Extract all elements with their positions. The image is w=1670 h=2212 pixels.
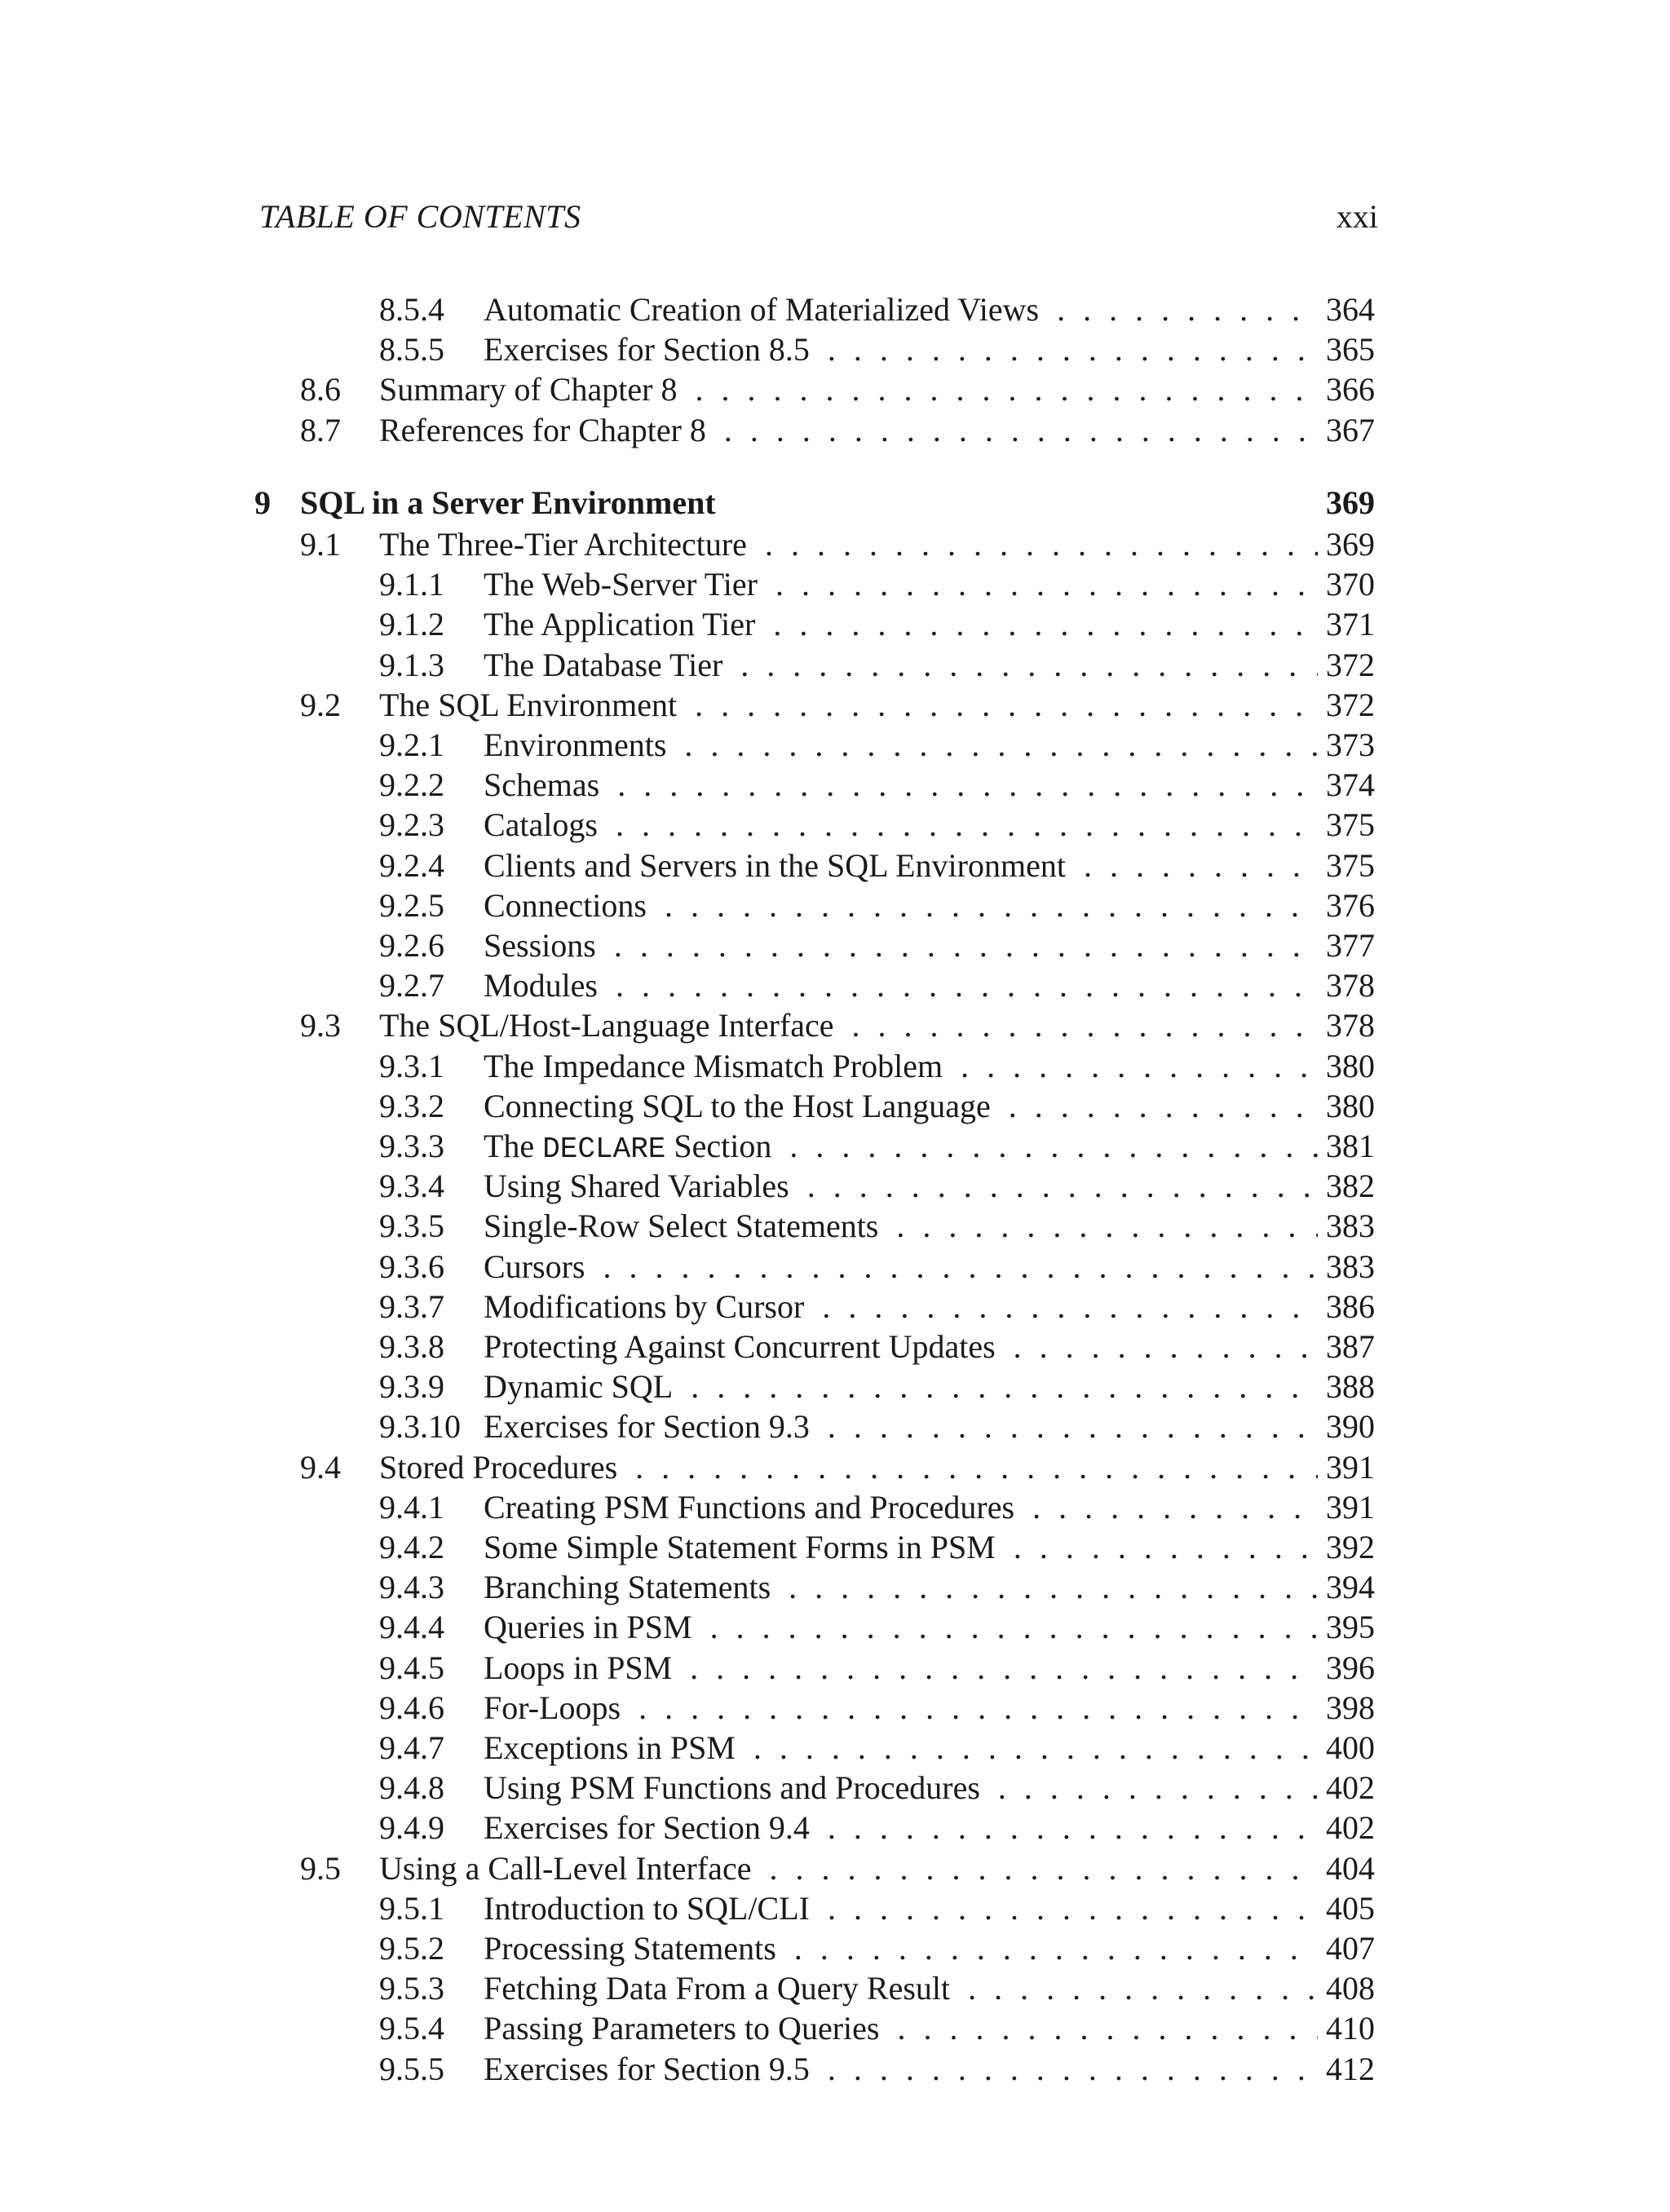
toc-entry-title: Schemas (484, 766, 604, 803)
toc-entry (0, 1287, 1670, 1327)
toc-entry-leader (484, 805, 1375, 845)
running-header-title: TABLE OF CONTENTS (259, 198, 581, 235)
toc-entry (0, 1888, 1670, 1928)
toc-entry-number: 9.3.3 (379, 1128, 444, 1164)
toc-entry-title: The SQL/Host-Language Interface (379, 1007, 839, 1044)
toc-entry-leader (484, 1247, 1375, 1287)
toc-entry-leader (379, 1848, 1375, 1888)
toc-entry-title: Environments (484, 726, 671, 763)
toc-entry-leader (484, 1366, 1375, 1406)
toc-entry (0, 1848, 1670, 1888)
toc-entry-number: 9 (254, 484, 271, 521)
toc-entry-page: 387 (1318, 1327, 1375, 1366)
toc-entry-page: 402 (1318, 1808, 1375, 1848)
toc-entry-number: 9.4.2 (379, 1529, 444, 1565)
toc-entry-page: 364 (1318, 289, 1375, 329)
toc-entry-number: 9.3.10 (379, 1408, 461, 1445)
toc-entry-leader (484, 1688, 1375, 1728)
toc-entry-page: 392 (1318, 1527, 1375, 1567)
toc-entry (0, 1567, 1670, 1607)
toc-entry-number: 9.2.1 (379, 726, 444, 763)
toc-entry-page: 378 (1318, 965, 1375, 1005)
toc-entry-leader (379, 1447, 1375, 1487)
toc-entry-leader (484, 1166, 1375, 1206)
toc-entry-title: The Impedance Mismatch Problem (484, 1048, 948, 1084)
toc-entry-title: Stored Procedures (379, 1449, 622, 1486)
toc-entry-leader (484, 1808, 1375, 1848)
toc-entry-number: 9.3.7 (379, 1288, 444, 1325)
toc-entry (0, 1247, 1670, 1287)
toc-entry-page: 367 (1318, 410, 1375, 450)
toc-entry-leader (484, 925, 1375, 965)
toc-entry-number: 8.5.4 (379, 291, 444, 328)
toc-entry-number: 9.2 (300, 687, 341, 723)
toc-entry-title: Using PSM Functions and Procedures (484, 1769, 985, 1806)
toc-entry-leader (484, 1968, 1375, 2008)
toc-entry-leader (484, 1406, 1375, 1446)
toc-entry-page: 376 (1318, 885, 1375, 925)
toc-entry-leader (484, 725, 1375, 765)
toc-entry-leader (484, 604, 1375, 644)
toc-entry-page: 398 (1318, 1688, 1375, 1728)
page-number: xxi (1336, 198, 1378, 235)
toc-entry-title (484, 1128, 776, 1164)
toc-entry-title: Using a Call-Level Interface (379, 1850, 756, 1887)
toc-entry-number: 9.2.7 (379, 967, 444, 1004)
toc-entry-page: 380 (1318, 1046, 1375, 1086)
toc-entry-title: Catalogs (484, 806, 603, 843)
toc-entry-title: Loops in PSM (484, 1649, 677, 1686)
toc-entry (0, 925, 1670, 965)
toc-entry-leader (484, 1928, 1375, 1968)
toc-entry-number: 9.1.2 (379, 606, 444, 642)
toc-entry-title: The SQL Environment (379, 687, 682, 723)
toc-entry-page: 405 (1318, 1888, 1375, 1928)
toc-entry-number: 9.5.3 (379, 1970, 444, 2007)
toc-entry-leader (484, 2008, 1375, 2048)
toc-entry (0, 604, 1670, 644)
toc-entry-leader (484, 1206, 1375, 1246)
toc-entry-title: Creating PSM Functions and Procedures (484, 1489, 1019, 1525)
toc-entry (0, 1527, 1670, 1567)
toc-entry-leader (484, 885, 1375, 925)
toc-entry-title: Single-Row Select Statements (484, 1208, 883, 1244)
toc-entry (0, 1728, 1670, 1768)
toc-entry-page: 382 (1318, 1166, 1375, 1206)
toc-entry (0, 1808, 1670, 1848)
toc-entry-leader (484, 645, 1375, 685)
toc-entry-title: Protecting Against Concurrent Updates (484, 1328, 1001, 1365)
toc-entry-page: 371 (1318, 604, 1375, 644)
toc-entry (0, 1327, 1670, 1366)
toc-entry (0, 564, 1670, 604)
toc-entry-page: 412 (1318, 2049, 1375, 2089)
toc-entry-title: Queries in PSM (484, 1609, 697, 1645)
toc-entry (0, 765, 1670, 805)
toc-entry-page: 396 (1318, 1648, 1375, 1688)
toc-entry-title: Clients and Servers in the SQL Environment (484, 847, 1071, 884)
toc-entry-leader (379, 524, 1375, 564)
toc-entry-leader (484, 1327, 1375, 1366)
toc-entry-title: Modifications by Cursor (484, 1288, 809, 1325)
toc-entry (0, 1366, 1670, 1406)
toc-entry (0, 410, 1670, 450)
toc-entry-number: 9.1 (300, 526, 341, 563)
toc-entry (0, 2008, 1670, 2048)
toc-entry (0, 805, 1670, 845)
toc-entry (0, 369, 1670, 409)
toc-entry-number: 9.2.4 (379, 847, 444, 884)
toc-entry-number: 9.1.1 (379, 566, 444, 603)
toc-entry (0, 846, 1670, 885)
toc-entry (0, 1607, 1670, 1647)
toc-entry-page: 378 (1318, 1005, 1375, 1045)
toc-entry (0, 885, 1670, 925)
toc-entry-leader (484, 965, 1375, 1005)
toc-entry (0, 2049, 1670, 2089)
toc-entry-number: 9.5.4 (379, 2010, 444, 2046)
toc-entry-number: 8.7 (300, 412, 341, 448)
toc-entry-title: Exercises for Section 9.3 (484, 1408, 815, 1445)
toc-entry (0, 965, 1670, 1005)
toc-entry-page: 395 (1318, 1607, 1375, 1647)
toc-entry (0, 329, 1670, 369)
toc-entry-number: 9.3.2 (379, 1088, 444, 1124)
toc-entry-title: Passing Parameters to Queries (484, 2010, 884, 2046)
toc-entry-number: 8.5.5 (379, 331, 444, 368)
toc-entry (0, 524, 1670, 564)
toc-entry-number: 8.6 (300, 371, 341, 408)
toc-entry-leader (484, 1046, 1375, 1086)
toc-entry (0, 1487, 1670, 1527)
toc-entry-number: 9.3.1 (379, 1048, 444, 1084)
toc-entry-number: 9.3.5 (379, 1208, 444, 1244)
toc-entry (0, 1126, 1670, 1166)
toc-entry-page: 408 (1318, 1968, 1375, 2008)
toc-entry (0, 1968, 1670, 2008)
toc-entry-title: Connections (484, 887, 652, 924)
toc-entry-title: Summary of Chapter 8 (379, 371, 683, 408)
toc-entry-leader (484, 765, 1375, 805)
toc-entry-page: 369 (1318, 524, 1375, 564)
toc-entry-page: 370 (1318, 564, 1375, 604)
toc-entry (0, 1928, 1670, 1968)
toc-entry-number: 9.4.6 (379, 1689, 444, 1726)
toc-entry (0, 1648, 1670, 1688)
toc-entry-leader (379, 685, 1375, 725)
toc-entry-page: 407 (1318, 1928, 1375, 1968)
toc-entry-leader (484, 1768, 1375, 1808)
toc-entry-title: References for Chapter 8 (379, 412, 711, 448)
toc-entry (0, 1046, 1670, 1086)
toc-entry-title: The Web-Server Tier (484, 566, 762, 603)
toc-entry-page: 383 (1318, 1206, 1375, 1246)
toc-entry-number: 9.4.4 (379, 1609, 444, 1645)
toc-entry (0, 685, 1670, 725)
toc-entry-number: 9.3.8 (379, 1328, 444, 1365)
toc-entry (0, 1406, 1670, 1446)
toc-entry-title: Automatic Creation of Materialized Views (484, 291, 1044, 328)
running-header (259, 197, 1378, 238)
toc-entry (0, 725, 1670, 765)
toc-entry-number: 9.4.5 (379, 1649, 444, 1686)
toc-entry-title: Fetching Data From a Query Result (484, 1970, 955, 2007)
toc-entry-title: Exercises for Section 8.5 (484, 331, 815, 368)
toc-entry-leader (379, 1005, 1375, 1045)
toc-entry-page: 374 (1318, 765, 1375, 805)
toc-entry-number: 9.4.7 (379, 1729, 444, 1766)
toc-entry-title: Connecting SQL to the Host Language (484, 1088, 996, 1124)
toc-entry-number: 9.2.6 (379, 927, 444, 964)
toc-entry-number: 9.4.9 (379, 1809, 444, 1846)
toc-entry-number: 9.2.5 (379, 887, 444, 924)
toc-entry-number: 9.2.2 (379, 766, 444, 803)
toc-entry (0, 289, 1670, 329)
toc-entry-title: Some Simple Statement Forms in PSM (484, 1529, 1001, 1565)
toc-entry-title: The Three-Tier Architecture (379, 526, 752, 563)
toc-entry-number: 9.2.3 (379, 806, 444, 843)
toc-entry-leader (300, 483, 1375, 523)
toc-entry-page: 377 (1318, 925, 1375, 965)
toc-entry-leader (484, 1527, 1375, 1567)
toc-entry-number: 9.3.4 (379, 1168, 444, 1204)
toc-entry-leader (484, 1567, 1375, 1607)
toc-entry-title: Introduction to SQL/CLI (484, 1890, 815, 1927)
toc-entry-leader (484, 1648, 1375, 1688)
toc-entry-leader (484, 329, 1375, 369)
toc-entry-number: 9.4 (300, 1449, 341, 1486)
toc-entry-page: 402 (1318, 1768, 1375, 1808)
toc-chapter-entry (0, 483, 1670, 523)
toc-entry-title: Modules (484, 967, 603, 1004)
toc-entry-leader (484, 1888, 1375, 1928)
toc-entry-page: 390 (1318, 1406, 1375, 1446)
toc-entry-title: Cursors (484, 1248, 590, 1285)
toc-entry-title: SQL in a Server Environment (300, 484, 721, 521)
toc-entry-page: 380 (1318, 1086, 1375, 1126)
toc-entry-number: 9.4.8 (379, 1769, 444, 1806)
toc-entry-title: The Application Tier (484, 606, 760, 642)
toc-entry-page: 400 (1318, 1728, 1375, 1768)
toc-entry-title: Processing Statements (484, 1930, 781, 1967)
toc-entry (0, 645, 1670, 685)
toc-entry-page: 410 (1318, 2008, 1375, 2048)
toc-entry-page: 388 (1318, 1366, 1375, 1406)
toc-entry-title: Exercises for Section 9.4 (484, 1809, 815, 1846)
toc-entry-number: 9.4.1 (379, 1489, 444, 1525)
toc-entry-page: 391 (1318, 1487, 1375, 1527)
toc-entry (0, 1768, 1670, 1808)
toc-entry-page: 391 (1318, 1447, 1375, 1487)
toc-entry (0, 1005, 1670, 1045)
toc-entry-leader (379, 410, 1375, 450)
toc-entry-page: 375 (1318, 846, 1375, 885)
toc-entry-title: Exceptions in PSM (484, 1729, 740, 1766)
toc-entry-leader (484, 1126, 1375, 1169)
toc-entry-number: 9.3.9 (379, 1368, 444, 1405)
toc-entry-leader (484, 564, 1375, 604)
toc-entry-leader (484, 1728, 1375, 1768)
toc-entry-page: 373 (1318, 725, 1375, 765)
toc-entry-page: 404 (1318, 1848, 1375, 1888)
toc-entry-page: 369 (1318, 483, 1375, 523)
toc-entry-title-suffix: Section (665, 1128, 772, 1164)
toc-entry-page: 383 (1318, 1247, 1375, 1287)
toc-entry-title: The Database Tier (484, 647, 727, 683)
toc-entry (0, 1447, 1670, 1487)
toc-entry-keyword: DECLARE (542, 1132, 666, 1166)
toc-entry-page: 375 (1318, 805, 1375, 845)
toc-entry-page: 372 (1318, 645, 1375, 685)
toc-entry (0, 1688, 1670, 1728)
toc-entry-number: 9.5.1 (379, 1890, 444, 1927)
toc-entry-page: 372 (1318, 685, 1375, 725)
toc-entry-page: 394 (1318, 1567, 1375, 1607)
toc-entry-title: For-Loops (484, 1689, 625, 1726)
toc-entry-leader (484, 846, 1375, 885)
toc-entry-title: Sessions (484, 927, 601, 964)
toc-entry-number: 9.5 (300, 1850, 341, 1887)
toc-entry-leader (379, 369, 1375, 409)
toc-entry-leader (484, 1607, 1375, 1647)
toc-entry-number: 9.3.6 (379, 1248, 444, 1285)
toc-entry-title: Dynamic SQL (484, 1368, 678, 1405)
toc-entry-title-prefix: The (484, 1128, 543, 1164)
toc-entry-page: 381 (1318, 1126, 1375, 1166)
toc-entry-page: 365 (1318, 329, 1375, 369)
toc-entry-leader (484, 289, 1375, 329)
toc-entry-number: 9.5.5 (379, 2051, 444, 2087)
toc-entry (0, 1166, 1670, 1206)
toc-entry-leader (484, 1287, 1375, 1327)
toc-entry-page: 366 (1318, 369, 1375, 409)
toc-entry (0, 1206, 1670, 1246)
toc-entry-title: Branching Statements (484, 1569, 775, 1605)
toc-entry-page: 386 (1318, 1287, 1375, 1327)
toc-entry-title: Exercises for Section 9.5 (484, 2051, 815, 2087)
toc-entry-leader (484, 2049, 1375, 2089)
toc-entry-number: 9.1.3 (379, 647, 444, 683)
toc-entry-number: 9.4.3 (379, 1569, 444, 1605)
toc-entry-number: 9.3 (300, 1007, 341, 1044)
toc-entry-leader (484, 1086, 1375, 1126)
toc-entry-leader (484, 1487, 1375, 1527)
toc-entry (0, 1086, 1670, 1126)
toc-entry-title: Using Shared Variables (484, 1168, 794, 1204)
toc-entry-number: 9.5.2 (379, 1930, 444, 1967)
